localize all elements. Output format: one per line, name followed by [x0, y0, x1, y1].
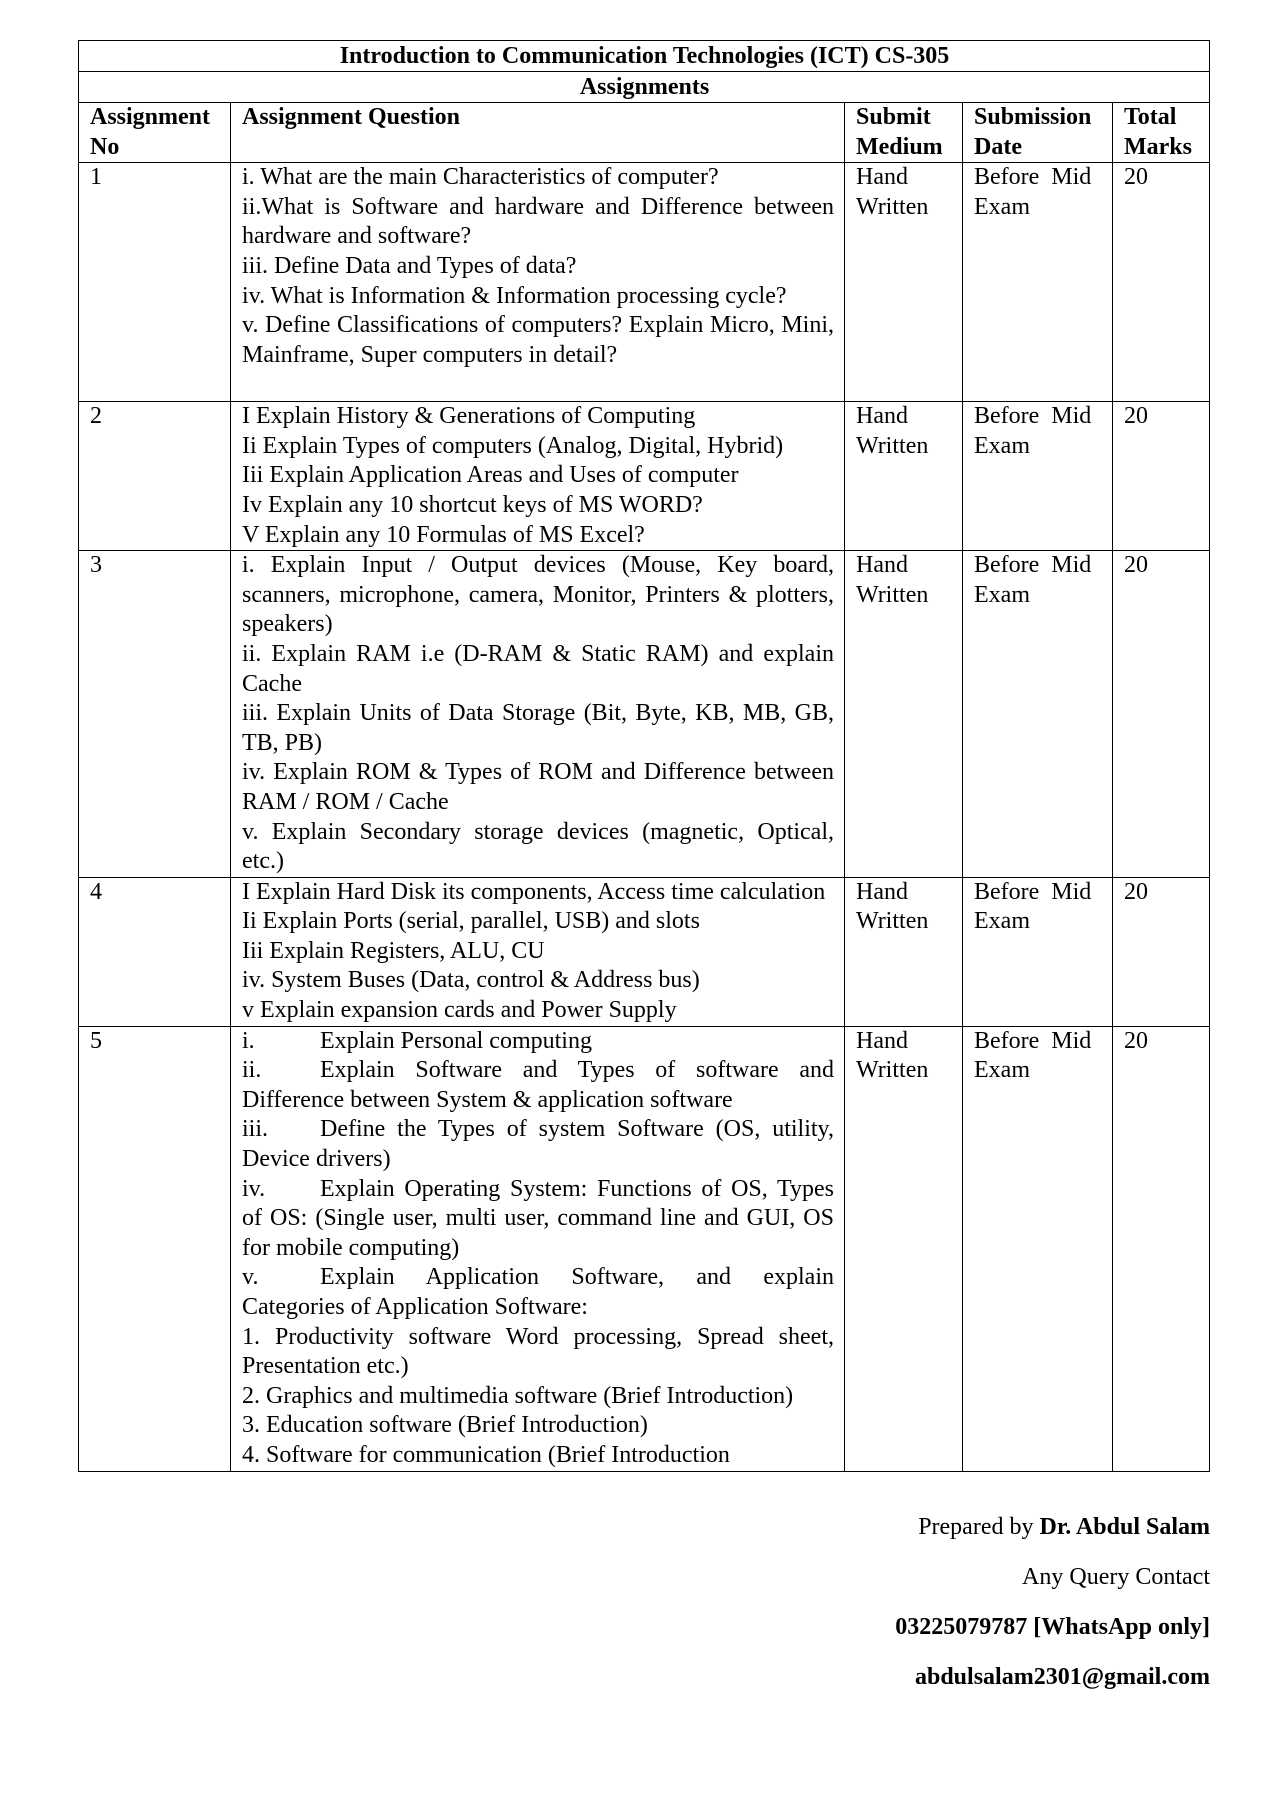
subtitle-row [79, 72, 1210, 103]
date-text: Exam [974, 432, 1030, 459]
medium-text: Hand [856, 164, 908, 191]
question-item: iii. Explain Units of Data Storage (Bit, Byte, KB, MB, GB, TB, PB) [242, 700, 834, 756]
date-text: Exam [974, 581, 1030, 608]
table-row [79, 402, 1210, 551]
medium-text: Written [856, 432, 929, 459]
medium-text: Hand [856, 403, 908, 430]
medium-text: Written [856, 1057, 929, 1084]
course-title: Introduction to Communication Technologies (ICT) CS-305 [79, 41, 1210, 72]
question-item: V Explain any 10 Formulas of MS Excel? [242, 521, 645, 548]
submit-medium [845, 877, 963, 1026]
total-marks: 20 [1113, 877, 1210, 1026]
assignments-table [78, 40, 1210, 1472]
question-item [242, 1056, 834, 1115]
assignment-question [231, 551, 845, 878]
header-text: Marks [1124, 133, 1192, 160]
assignments-heading: Assignments [79, 72, 1210, 103]
header-row [79, 103, 1210, 163]
query-contact: Any Query Contact [1022, 1564, 1210, 1590]
table-row [79, 163, 1210, 402]
date-text: Before Mid [974, 552, 1092, 579]
question-item: I Explain Hard Disk its components, Access time calculation [242, 878, 826, 905]
submit-medium [845, 1026, 963, 1471]
assignment-question [231, 1026, 845, 1471]
assignment-no: 2 [79, 402, 231, 551]
item-text: Explain Operating System: Functions of OS, Types of OS: (Single user, multi user, command line and GUI, OS for mobile computing) [242, 1175, 834, 1261]
submit-medium [845, 163, 963, 402]
total-marks: 20 [1113, 402, 1210, 551]
item-number: iv. [242, 1175, 266, 1202]
assignment-question [231, 877, 845, 1026]
question-item: Iv Explain any 10 shortcut keys of MS WORD? [242, 491, 703, 518]
submission-date [963, 1026, 1113, 1471]
table-row [79, 877, 1210, 1026]
date-text: Before Mid [974, 878, 1092, 905]
question-item: 2. Graphics and multimedia software (Brief Introduction) [242, 1382, 794, 1409]
item-text: Explain Software and Types of software and Difference between System & application software [242, 1057, 834, 1113]
header-submit-medium [845, 103, 963, 163]
header-question: Assignment Question [231, 103, 845, 163]
question-item: 1. Productivity software Word processing, Spread sheet, Presentation etc.) [242, 1323, 834, 1380]
question-item: Ii Explain Types of computers (Analog, Digital, Hybrid) [242, 432, 784, 459]
email-address: abdulsalam2301@gmail.com [914, 1664, 1210, 1690]
question-item: 4. Software for communication (Brief Introduction [242, 1441, 730, 1468]
assignment-no: 4 [79, 877, 231, 1026]
total-marks: 20 [1113, 551, 1210, 878]
question-item: ii.What is Software and hardware and Difference between hardware and software? [242, 193, 834, 250]
assignment-no: 3 [79, 551, 231, 878]
question-item: v. Explain Secondary storage devices (magnetic, Optical, etc.) [242, 818, 834, 875]
date-text: Before Mid [974, 1027, 1092, 1054]
medium-text: Written [856, 193, 929, 220]
prepared-label: Prepared by [918, 1514, 1040, 1540]
question-item [242, 1115, 834, 1174]
table-row [79, 1026, 1210, 1471]
header-text: No [90, 133, 120, 160]
submission-date [963, 877, 1113, 1026]
title-row [79, 41, 1210, 72]
submit-medium [845, 551, 963, 878]
medium-text: Hand [856, 552, 908, 579]
question-item: I Explain History & Generations of Computing [242, 403, 696, 430]
contact-footer [895, 1512, 1210, 1712]
date-text: Exam [974, 1057, 1030, 1084]
submission-date [963, 163, 1113, 402]
item-text: Explain Application Software, and explain Categories of Application Software: [242, 1264, 834, 1320]
item-text: Define the Types of system Software (OS, utility, Device drivers) [242, 1116, 834, 1173]
question-item: iv. What is Information & Information processing cycle? [242, 282, 787, 309]
header-assignment-no [79, 103, 231, 163]
header-text: Date [974, 133, 1022, 160]
medium-text: Hand [856, 878, 908, 905]
table-row [79, 551, 1210, 878]
question-item: Iii Explain Application Areas and Uses of computer [242, 462, 739, 489]
question-item [242, 1263, 834, 1322]
phone-number: 03225079787 [WhatsApp only] [895, 1614, 1210, 1640]
question-item [242, 1027, 834, 1057]
question-item: ii. Explain RAM i.e (D-RAM & Static RAM) and explain Cache [242, 640, 834, 697]
header-text: Assignment [90, 104, 211, 130]
header-text: Total [1124, 104, 1177, 130]
medium-text: Hand [856, 1027, 908, 1054]
question-item: i. What are the main Characteristics of computer? [242, 164, 719, 191]
question-item: Iii Explain Registers, ALU, CU [242, 937, 545, 964]
header-text: Medium [856, 133, 943, 160]
medium-text: Written [856, 581, 929, 608]
item-number: ii. [242, 1057, 262, 1084]
question-item: i. Explain Input / Output devices (Mouse, Key board, scanners, microphone, camera, Monitor, Printers & plotters, speakers) [242, 552, 834, 638]
date-text: Exam [974, 908, 1030, 935]
date-text: Before Mid [974, 164, 1092, 191]
question-item: v Explain expansion cards and Power Supply [242, 997, 677, 1024]
item-number: i. [242, 1027, 255, 1054]
question-item: iii. Define Data and Types of data? [242, 252, 577, 279]
total-marks: 20 [1113, 163, 1210, 402]
author-name: Dr. Abdul Salam [1039, 1514, 1210, 1540]
question-item: Ii Explain Ports (serial, parallel, USB) and slots [242, 908, 700, 935]
submission-date [963, 551, 1113, 878]
assignment-no: 1 [79, 163, 231, 402]
question-item: v. Define Classifications of computers? Explain Micro, Mini, Mainframe, Super computers in detail? [242, 312, 834, 368]
date-text: Exam [974, 193, 1030, 220]
header-text: Submission [974, 104, 1092, 130]
item-text: Explain Personal computing [320, 1027, 592, 1054]
item-number: iii. [242, 1116, 269, 1143]
assignment-question [231, 402, 845, 551]
submission-date [963, 402, 1113, 551]
assignment-question [231, 163, 845, 402]
prepared-by [895, 1512, 1210, 1562]
medium-text: Written [856, 908, 929, 935]
header-total-marks [1113, 103, 1210, 163]
question-item: iv. Explain ROM & Types of ROM and Difference between RAM / ROM / Cache [242, 759, 834, 815]
question-item: 3. Education software (Brief Introduction) [242, 1412, 648, 1439]
header-text: Submit [856, 104, 931, 130]
total-marks: 20 [1113, 1026, 1210, 1471]
assignment-no: 5 [79, 1026, 231, 1471]
question-item: iv. System Buses (Data, control & Address bus) [242, 967, 700, 994]
item-number: v. [242, 1264, 259, 1291]
submit-medium [845, 402, 963, 551]
header-submission-date [963, 103, 1113, 163]
date-text: Before Mid [974, 403, 1092, 430]
question-item [242, 1175, 834, 1264]
